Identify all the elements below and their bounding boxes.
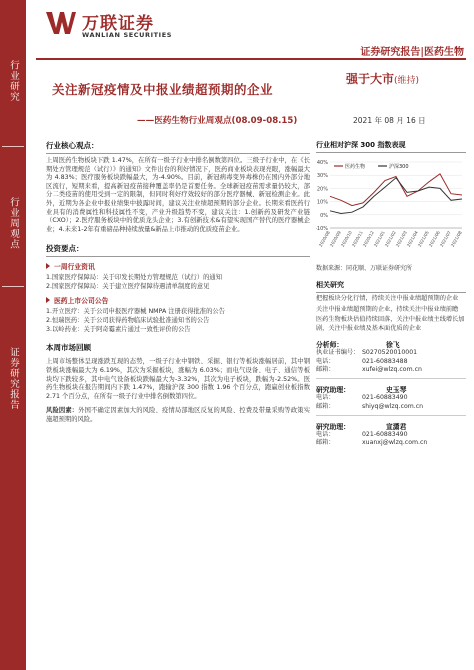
y-tick-label: 30% <box>316 173 328 180</box>
assistant-email <box>316 403 466 411</box>
analyst-name: 徐飞 <box>386 341 400 350</box>
x-tick-label: 2020/08 <box>317 230 331 248</box>
policy-news-heading <box>46 261 310 271</box>
assistant-name: 宣潇君 <box>386 422 407 431</box>
email-label: 邮箱： <box>316 402 335 410</box>
x-tick-label: 2021/03 <box>394 230 408 248</box>
main-content <box>46 140 310 425</box>
header-divider <box>36 58 466 60</box>
analyst-divider <box>316 378 466 379</box>
related-item[interactable]: 把握板块分化行情，持续关注中报业绩超预期的企业 <box>316 295 459 302</box>
y-tick-label: 0% <box>320 212 328 219</box>
sidebar-label-securities-report: 证券研究报告 <box>8 346 19 410</box>
assistant-label: 研究助理： <box>316 386 350 395</box>
rating-note: (维持) <box>394 76 420 86</box>
sidebar-divider <box>2 146 24 147</box>
chart-svg <box>316 156 466 260</box>
analyst-cert <box>316 349 466 357</box>
policy-item: 1.国家医疗保障局：关于印发长期处方管理规范（试行）的通知 <box>46 274 223 282</box>
sidebar <box>0 0 26 670</box>
x-tick-label: 2020/11 <box>350 230 364 248</box>
x-tick-label: 2021/05 <box>416 230 430 248</box>
company-item: 3.以岭药业：关于阿奇霉素片通过一致性评价的公告 <box>46 326 191 334</box>
company-item: 2.恒瑞医药：关于公司获得药物临床试验批准通知书的公告 <box>46 317 210 325</box>
assistant-heading <box>316 384 466 394</box>
brand-logo <box>46 8 206 42</box>
x-tick-label: 2021/07 <box>438 230 452 248</box>
report-date: 2021 年 08 月 16 日 <box>353 116 426 125</box>
risk-heading: 风险因素： <box>46 407 79 415</box>
analyst-heading <box>316 339 466 349</box>
risk-text: 外国不确定因素加大的风险、疫情局部地区反复的风险、控费及带量采购等政策实施超预期的风险。 <box>46 407 311 423</box>
rating-main: 强于大市 <box>346 72 395 86</box>
y-tick-label: 10% <box>316 199 328 206</box>
brand-name-cn: 万联证券 <box>82 14 154 34</box>
brand-name-en: WANLIAN SECURITIES <box>82 31 173 39</box>
wanlian-logo-icon <box>46 10 76 36</box>
y-tick-label: 20% <box>316 186 328 193</box>
legend-label: 沪深300 <box>389 164 409 170</box>
analyst-block <box>316 339 466 447</box>
related-research-heading: 相关研究 <box>316 280 466 293</box>
email-link[interactable]: xufei@wlzq.com.cn <box>362 365 422 373</box>
sidebar-divider <box>2 286 24 287</box>
assistant-tel <box>316 394 466 402</box>
tel-value: 021-60883490 <box>362 430 408 438</box>
x-tick-label: 2021/02 <box>383 230 397 248</box>
side-panel <box>316 140 466 447</box>
cert-label: 执业证书编号： <box>316 349 360 357</box>
policy-item: 2.国家医疗保障局：关于建立医疗保障待遇清单制度的意见 <box>46 283 210 291</box>
x-tick-label: 2020/10 <box>339 230 353 248</box>
email-link[interactable]: shiyq@wlzq.com.cn <box>362 402 424 410</box>
analyst-tel <box>316 358 466 366</box>
x-tick-label: 2021/01 <box>372 230 386 248</box>
report-category: 证券研究报告|医药生物 <box>360 47 464 58</box>
assistant-label: 研究助理： <box>316 422 350 431</box>
y-tick-label: 40% <box>316 160 328 166</box>
policy-news-heading-text: 一周行业资讯 <box>54 263 95 272</box>
x-tick-label: 2021/06 <box>427 230 441 248</box>
x-tick-label: 2020/12 <box>361 230 375 248</box>
assistant-heading <box>316 421 466 431</box>
legend-label: 医药生物 <box>345 164 366 170</box>
tel-value: 021-60883490 <box>362 394 408 402</box>
rating <box>346 70 419 87</box>
email-label: 邮箱： <box>316 365 335 373</box>
chart-title: 行业相对沪深 300 指数表现 <box>316 140 466 153</box>
x-tick-label: 2021/08 <box>449 230 463 248</box>
core-view-heading: 行业核心观点： <box>46 140 310 154</box>
report-title: 关注新冠疫情及中报业绩超预期的企业 <box>52 82 274 97</box>
company-notice-heading-text: 医药上市公司公告 <box>54 297 109 306</box>
core-view-text: 上周医药生物板块下跌 1.47%，在所有一级子行业中排名倒数第四位。三级子行业中，在《长期处方管理规范（试行）》的通知》文件出台的利好情况下，医药商业板块表现亮眼，涨幅最大为 4.83%；医疗服务板块跌幅最大，为-4.90%。目前，新冠病毒变异毒株仍在国内外部分地区流行，短期来看，提高新冠疫苗接种覆盖率仍是首要任务。全球新冠疫苗需求量仍较大，部分二类疫苗的使用受到一定的限制，但同时利好疗效较好的部分医疗器械、新冠检测企业。此外，近期为各企业中报业绩集中披露时间，建议关注业绩超预期的部分企业。长期来看医药行业具有的消费属性和科技属性不变，产业升级趋势不变，建议关注：1.创新药及研发产业链（CXO）；2.医疗服务板块中的优质龙头企业；3.有创新技术&有望实现国产替代的医疗器械企业；4.未来1-2年有重磅品种持续放量&新品上市推动的优质疫苗企业。 <box>46 157 310 233</box>
tel-value: 021-60883488 <box>362 357 408 365</box>
y-tick-label: -10% <box>316 226 328 232</box>
tel-label: 电话： <box>316 357 335 365</box>
email-label: 邮箱： <box>316 439 335 447</box>
related-item[interactable]: 关注中报业绩超预期的企业，持续关注中报业绩前瞻 <box>316 305 459 313</box>
assistant-name: 史玉琴 <box>386 386 407 395</box>
x-tick-label: 2021/04 <box>405 230 419 248</box>
email-link[interactable]: xuanxj@wlzq.com.cn <box>362 439 428 447</box>
cert-no: S0270520010001 <box>362 349 418 357</box>
chart-source: 数据来源：同花顺、万联证券研究所 <box>316 265 413 272</box>
company-notice-heading <box>46 295 310 305</box>
market-review-heading: 本周市场回顾 <box>46 343 91 353</box>
sidebar-label-weekly-view: 行业周观点 <box>8 196 19 250</box>
series-line <box>330 174 462 206</box>
tel-label: 电话： <box>316 394 335 402</box>
relative-performance-chart <box>316 156 466 260</box>
series-line <box>330 178 462 214</box>
assistant-email <box>316 439 466 447</box>
key-points-heading: 投资要点： <box>46 243 310 257</box>
analyst-label: 分析师： <box>316 341 344 350</box>
assistant-tel <box>316 431 466 439</box>
tel-label: 电话： <box>316 430 335 438</box>
risk-factors <box>46 407 310 424</box>
company-item: 1.开立医疗：关于公司申报医疗器械 NMPA 注册获得批准的公告 <box>46 308 225 316</box>
assistant-divider <box>316 415 466 416</box>
related-item[interactable]: 医药生物板块估值持续回落，关注中报业绩主线增长加剧，关注中报业绩及基本面优质的企业 <box>316 316 465 332</box>
x-tick-label: 2020/09 <box>328 230 342 248</box>
market-review-text: 上周市场整体呈现涨跌互现的态势，一级子行业中钢铁、采掘、银行等板块涨幅居前，其中钢铁板块涨幅最大为 6.19%，其次为采掘板块，涨幅为 6.03%；而电气设备、电子、通信等板块均下跌较多，其中电气设备板块跌幅最大为-3.32%，其次为电子板块，跌幅为-2.52%。医药生物板块在报告期间内下跌 1.47%，跑输沪深 300 指数 1.96 个百分点，跑赢创业板指数 2.71 个百分点，在所有一级子行业中排名倒数第四位。 <box>46 358 310 400</box>
sidebar-label-industry-research: 行业研究 <box>8 60 19 102</box>
report-subtitle: ——医药生物行业周观点(08.09-08.15) <box>137 116 298 126</box>
analyst-email <box>316 366 466 374</box>
